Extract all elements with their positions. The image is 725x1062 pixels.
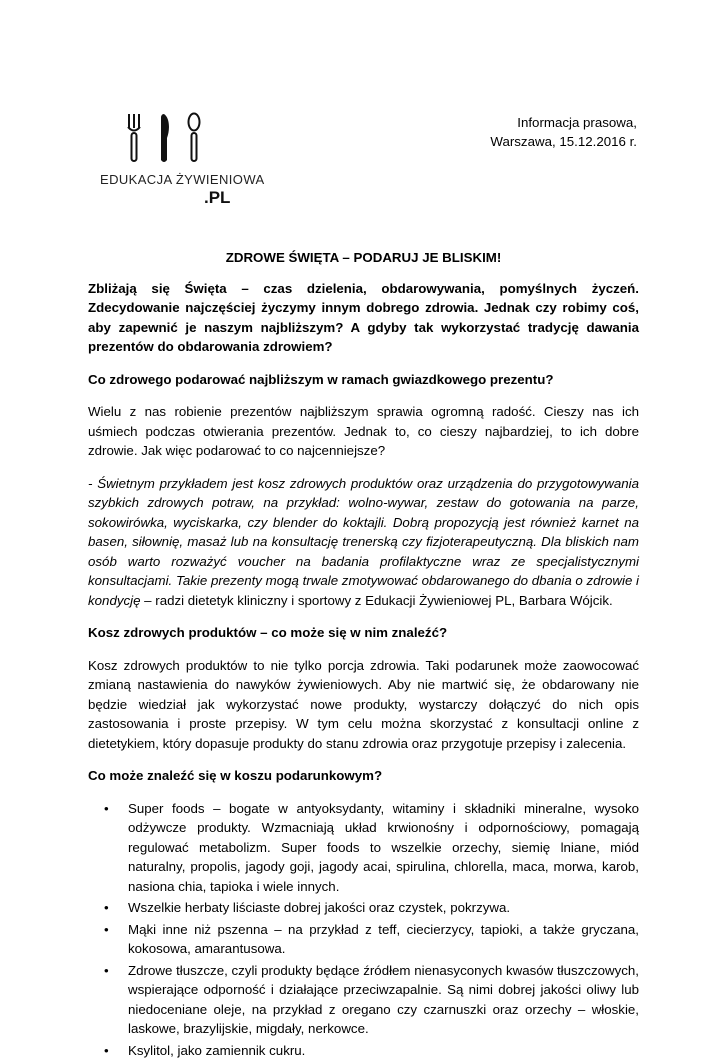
section-heading-basket: Kosz zdrowych produktów – co może się w nim znaleźć? (88, 625, 448, 640)
logo-name: EDUKACJA ŻYWIENIOWA (100, 172, 265, 187)
section-heading-basket-contents: Co może znaleźć się w koszu podarunkowym? (88, 768, 383, 783)
press-info-label: Informacja prasowa, (517, 115, 637, 130)
basket-contents-list (88, 799, 639, 1061)
spoon-icon (189, 114, 200, 162)
fork-icon (128, 114, 140, 161)
press-info-date: Warszawa, 15.12.2016 r. (490, 134, 637, 149)
bullet-icon: • (104, 1042, 109, 1058)
article-body (88, 248, 639, 1062)
quote-paragraph (88, 474, 639, 611)
list-item: • Ksylitol, jako zamiennik cukru. (128, 1041, 639, 1061)
knife-icon (161, 114, 169, 162)
page-title: ZDROWE ŚWIĘTA – PODARUJ JE BLISKIM! (225, 250, 502, 265)
section-heading-gifts: Co zdrowego podarować najbliższym w ramach gwiazdkowego prezentu? (88, 371, 554, 387)
cutlery-icon (124, 112, 208, 164)
list-item: • Super foods – bogate w antyoksydanty, witaminy i składniki mineralne, wysoko odżywcze produkty. Wzmacniają układ krwionośny i odpornościowy, pomagają regulować metabolizm. Super foods to wszelkie orzechy, siemię lniane, miód naturalny, propolis, jagody goji, jagody acai, spirulina, chlorella, maca, morwa, karob, nasiona chia, tapioka i wiele innych. (104, 800, 639, 894)
list-item: • Wszelkie herbaty liściaste dobrej jakości oraz czystek, pokrzywa. (128, 898, 639, 918)
quote-text: - Świetnym przykładem jest kosz zdrowych produktów oraz urządzenia do przygotowywania szybkich zdrowych potraw, na przykład: wolno-wywar, zestaw do gotowania na parze, sokowirówka, wyciskarka, czy blender do koktajli. Dobrą propozycją jest również karnet na basen, siłownię, masaż lub na konsultację trenerską czy fizjoterapeutyczną. Dla bliskich nam osób warto rozważyć voucher na badania profilaktyczne wraz ze specjalistycznymi konsultacjami. Takie prezenty mogą trwale zmotywować obdarowanego do dbania o zdrowie i kondycję (88, 475, 639, 608)
quote-attribution: – radzi dietetyk kliniczny i sportowy z Edukacji Żywieniowej PL, Barbara Wójcik. (140, 592, 613, 608)
paragraph-gifts: Wielu z nas robienie prezentów najbliższym sprawia ogromną radość. Cieszy nas ich uśmiech podczas otwierania prezentów. Jednak to, co cieszy najbardziej, to ich dobre zdrowie. Jak więc podarować to co najcenniejsze? (88, 404, 639, 458)
bullet-icon: • (104, 800, 109, 816)
paragraph-basket: Kosz zdrowych produktów to nie tylko porcja zdrowia. Taki podarunek może zaowocować zmianą nastawienia do nawyków żywieniowych. Aby nie martwić się, że obdarowany nie będzie wiedział jak wykorzystać nowe produkty, wystarczy dołączyć do nich opis zastosowania i proste przepisy. W tym celu można skorzystać z konsultacji online z dietetykiem, który dopasuje produkty do stanu zdrowia oraz przygotuje przepisy i zalecenia. (88, 657, 639, 751)
press-info (490, 113, 637, 151)
list-item: • Mąki inne niż pszenna – na przykład z teff, ciecierzycy, tapioki, a także gryczana, kokosowa, amarantusowa. (104, 921, 639, 956)
bullet-icon: • (104, 962, 109, 978)
logo (100, 112, 265, 212)
bullet-icon: • (104, 900, 109, 915)
bullet-icon: • (104, 921, 109, 937)
list-item: • Zdrowe tłuszcze, czyli produkty będące źródłem nienasyconych kwasów tłuszczowych, wspierające odporność i działające przeciwzapalnie. Są nimi dobrej jakości oliwy lub niedoceniane oleje, na przykład z oregano czy czarnuszki oraz orzechy – włoskie, laskowe, brazylijskie, migdały, nerkowce. (104, 962, 639, 1036)
lead-paragraph: Zbliżają się Święta – czas dzielenia, obdarowywania, pomyślnych życzeń. Zdecydowanie najczęściej życzymy innym dobrego zdrowia. Jednak czy robimy coś, aby zapewnić je naszym najbliższym? A gdyby tak wykorzystać tradycję dawania prezentów do obdarowania zdrowiem? (88, 280, 639, 354)
logo-suffix: .PL (204, 188, 231, 207)
